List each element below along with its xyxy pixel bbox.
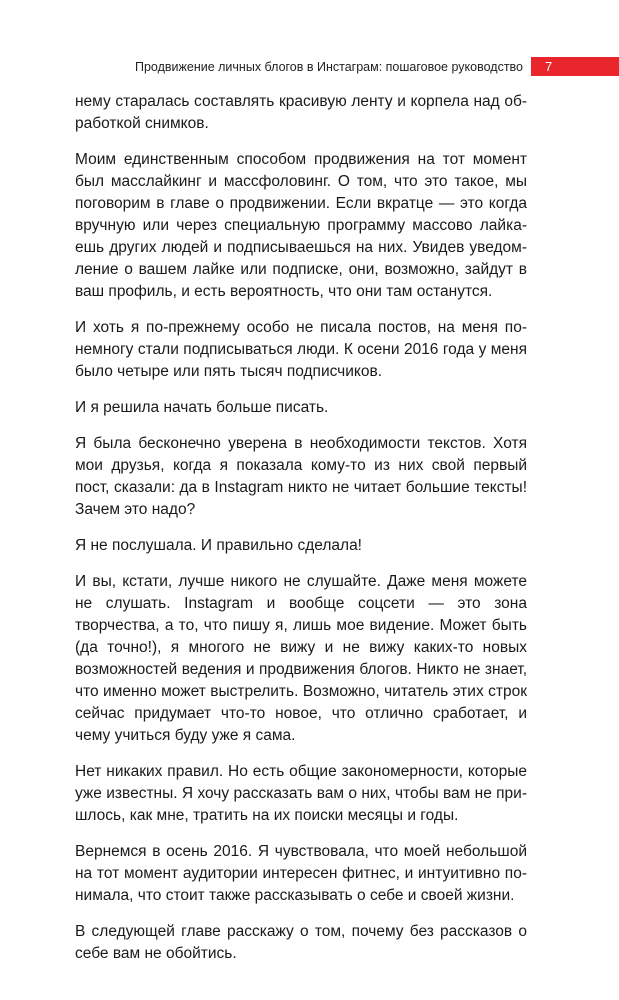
paragraph: Вернемся в осень 2016. Я чувствовала, что моей небольшой на тот момент аудитории интересен фитнес, и интуитивно понимала, что стоит также рассказывать о себе и своей жизни. bbox=[75, 843, 527, 904]
paragraph: В следующей главе расскажу о том, почему без рассказов о себе вам не обойтись. bbox=[75, 923, 527, 962]
paragraph: Я была бесконечно уверена в необходимости текстов. Хотя мои друзья, когда я показала кому-то из них свой первый пост, сказали: да в Instagram никто не читает большие тексты! Зачем это надо? bbox=[75, 435, 527, 518]
paragraph: И я решила начать больше писать. bbox=[75, 399, 329, 416]
body-text bbox=[75, 91, 527, 979]
page-number-tab bbox=[531, 57, 619, 76]
paragraph: нему старалась составлять красивую ленту и корпела над обработкой снимков. bbox=[75, 93, 527, 132]
running-title: Продвижение личных блогов в Инстаграм: пошаговое руководство bbox=[134, 60, 523, 74]
page-number: 7 bbox=[545, 59, 553, 74]
running-header bbox=[0, 57, 619, 77]
paragraph: И вы, кстати, лучше никого не слушайте. Даже меня можете не слушать. Instagram и вообще соцсети — это зона творчества, а то, что пишу я, лишь мое видение. Может быть (да точно!), я многого не вижу и не вижу каких-то новых возможностей ведения и продвижения блогов. Никто не знает, что именно может выстрелить. Возможно, читатель этих строк сейчас придумает что-то новое, что отлично сработает, и чему учиться буду уже я сама. bbox=[75, 573, 527, 744]
paragraph: Я не послушала. И правильно сделала! bbox=[75, 537, 362, 554]
paragraph: Моим единственным способом продвижения на тот момент был масслайкинг и массфоловинг. О том, что это такое, мы поговорим в главе о продвижении. Если вкратце — это когда вручную или через специальную программу массово лайкаешь других людей и подписываешься на них. Увидев уведомление о вашем лайке или подписке, они, возможно, зайдут в ваш профиль, и есть вероятность, что они там останутся. bbox=[75, 151, 527, 300]
paragraph: И хоть я по-прежнему особо не писала постов, на меня понемногу стали подписываться люди. К осени 2016 года у меня было четыре или пять тысяч подписчиков. bbox=[75, 319, 527, 380]
paragraph: Нет никаких правил. Но есть общие закономерности, которые уже известны. Я хочу рассказать вам о них, чтобы вам не пришлось, как мне, тратить на их поиски месяцы и годы. bbox=[75, 763, 527, 824]
